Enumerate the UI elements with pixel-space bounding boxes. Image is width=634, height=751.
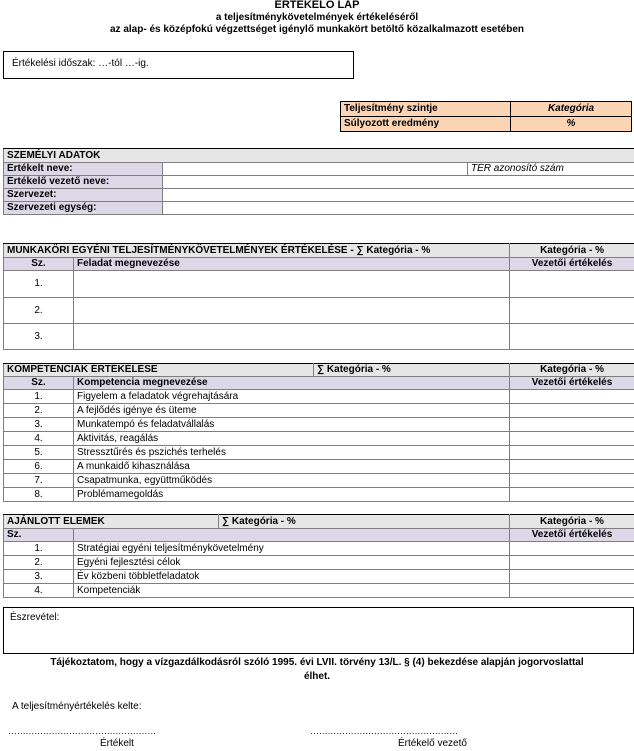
recommended-name: Év közbeni többletfeladatok bbox=[74, 570, 510, 584]
competency-row bbox=[4, 460, 634, 474]
remarks-label: Észrevétel: bbox=[10, 612, 60, 623]
col-competency-name-header: Kompetencia megnevezése bbox=[74, 377, 510, 390]
competency-eval-input[interactable] bbox=[510, 460, 634, 474]
competency-row bbox=[4, 404, 634, 418]
org-unit-input[interactable] bbox=[163, 202, 634, 215]
recommended-category-heading: Kategória - % bbox=[510, 515, 634, 529]
task-requirements-heading: MUNKAKÖRI EGYÉNI TELJESÍTMÉNYKÖVETELMÉNYEK ÉRTÉKELÉSE - ∑ Kategória - % bbox=[4, 244, 510, 258]
recommended-eval-input[interactable] bbox=[510, 542, 634, 556]
competency-name: Stressztűrés és pszichés terhelés bbox=[74, 446, 510, 460]
personal-data-heading: SZEMÉLYI ADATOK bbox=[4, 149, 634, 163]
task-requirements-table bbox=[3, 243, 634, 350]
competencies-table bbox=[3, 363, 634, 502]
competency-number: 5. bbox=[4, 446, 74, 460]
organization-label: Szervezet: bbox=[4, 189, 163, 202]
col-element-name-header bbox=[74, 529, 510, 542]
recommended-sum-heading: ∑ Kategória - % bbox=[219, 515, 510, 529]
recommended-row bbox=[4, 570, 634, 584]
competency-name: Figyelem a feladatok végrehajtására bbox=[74, 390, 510, 404]
weighted-result-label: Súlyozott eredmény bbox=[341, 117, 511, 132]
recommended-number: 2. bbox=[4, 556, 74, 570]
remarks-field[interactable] bbox=[3, 607, 634, 654]
organization-input[interactable] bbox=[163, 189, 634, 202]
performance-level-label: Teljesítmény szintje bbox=[341, 102, 511, 117]
evaluator-name-label: Értékelő vezető neve: bbox=[4, 176, 163, 189]
col-manager-eval-header: Vezetői értékelés bbox=[510, 258, 634, 271]
competency-name: Munkatempó és feladatvállalás bbox=[74, 418, 510, 432]
competency-number: 3. bbox=[4, 418, 74, 432]
task-number: 2. bbox=[4, 298, 74, 324]
evaluation-period-label: Értékelési időszak: …-tól …-ig. bbox=[12, 58, 149, 69]
evaluation-date-label: A teljesítményértékelés kelte: bbox=[12, 701, 142, 712]
signature-line-evaluated[interactable]: …………………………………………… bbox=[8, 726, 156, 736]
competency-eval-input[interactable] bbox=[510, 432, 634, 446]
recommended-eval-input[interactable] bbox=[510, 556, 634, 570]
competency-eval-input[interactable] bbox=[510, 418, 634, 432]
evaluation-period-field[interactable] bbox=[3, 51, 354, 79]
signature-label-evaluated: Értékelt bbox=[100, 738, 134, 749]
legal-notice: Tájékoztatom, hogy a vízgazdálkodásról szóló 1995. évi LVII. törvény 13/L. § (4) bekezdése alapján jogorvoslattal bbox=[50, 657, 584, 668]
competencies-category-heading: Kategória - % bbox=[510, 364, 634, 377]
competency-eval-input[interactable] bbox=[510, 474, 634, 488]
performance-level-value[interactable]: Kategória bbox=[511, 102, 632, 117]
competency-number: 6. bbox=[4, 460, 74, 474]
recommended-name: Kompetenciák bbox=[74, 584, 510, 598]
competency-name: A munkaidő kihasználása bbox=[74, 460, 510, 474]
task-number: 1. bbox=[4, 271, 74, 298]
result-summary-table bbox=[340, 101, 632, 132]
task-name-input[interactable] bbox=[74, 271, 510, 298]
task-name-input[interactable] bbox=[74, 324, 510, 350]
page-subtitle-scope: az alap- és középfokú végzettséget igénylő munkakört betöltő közalkalmazott esetében bbox=[110, 24, 524, 35]
col-task-name-header: Feladat megnevezése bbox=[74, 258, 510, 271]
competency-number: 1. bbox=[4, 390, 74, 404]
task-name-input[interactable] bbox=[74, 298, 510, 324]
task-row bbox=[4, 324, 634, 350]
competency-row bbox=[4, 488, 634, 502]
recommended-number: 3. bbox=[4, 570, 74, 584]
col-manager-eval-header: Vezetői értékelés bbox=[510, 377, 634, 390]
col-number-header: Sz. bbox=[4, 258, 74, 271]
competency-name: A fejlődés igénye és üteme bbox=[74, 404, 510, 418]
competency-number: 8. bbox=[4, 488, 74, 502]
recommended-name: Stratégiai egyéni teljesítménykövetelmény bbox=[74, 542, 510, 556]
evaluator-name-input[interactable] bbox=[163, 176, 634, 189]
recommended-eval-input[interactable] bbox=[510, 570, 634, 584]
task-eval-input[interactable] bbox=[510, 298, 634, 324]
recommended-row bbox=[4, 584, 634, 598]
task-row bbox=[4, 298, 634, 324]
competency-number: 2. bbox=[4, 404, 74, 418]
competency-name: Problémamegoldás bbox=[74, 488, 510, 502]
competency-name: Csapatmunka, együttműködés bbox=[74, 474, 510, 488]
competency-eval-input[interactable] bbox=[510, 488, 634, 502]
recommended-row bbox=[4, 542, 634, 556]
competency-row bbox=[4, 474, 634, 488]
recommended-number: 4. bbox=[4, 584, 74, 598]
competency-row bbox=[4, 446, 634, 460]
task-number: 3. bbox=[4, 324, 74, 350]
recommended-row bbox=[4, 556, 634, 570]
task-eval-input[interactable] bbox=[510, 271, 634, 298]
recommended-name: Egyéni fejlesztési célok bbox=[74, 556, 510, 570]
competencies-heading: KOMPETENCIÁK ÉRTÉKELÉSE bbox=[4, 364, 314, 377]
competency-row bbox=[4, 418, 634, 432]
competency-row bbox=[4, 390, 634, 404]
col-number-header: Sz. bbox=[4, 529, 74, 542]
personal-data-table bbox=[3, 148, 634, 215]
signature-label-evaluator: Értékelő vezető bbox=[398, 738, 467, 749]
legal-notice-cont: élhet. bbox=[303, 671, 331, 682]
competency-row bbox=[4, 432, 634, 446]
col-manager-eval-header: Vezetői értékelés bbox=[510, 529, 634, 542]
evaluated-name-label: Értékelt neve: bbox=[4, 163, 163, 176]
col-number-header: Sz. bbox=[4, 377, 74, 390]
competency-eval-input[interactable] bbox=[510, 390, 634, 404]
competency-name: Aktivitás, reagálás bbox=[74, 432, 510, 446]
evaluated-name-input[interactable] bbox=[163, 163, 468, 176]
recommended-elements-table bbox=[3, 514, 634, 598]
task-eval-input[interactable] bbox=[510, 324, 634, 350]
competency-eval-input[interactable] bbox=[510, 446, 634, 460]
competencies-sum-heading: ∑ Kategória - % bbox=[314, 364, 510, 377]
signature-line-evaluator[interactable]: …………………………………………… bbox=[310, 726, 458, 736]
recommended-eval-input[interactable] bbox=[510, 584, 634, 598]
recommended-number: 1. bbox=[4, 542, 74, 556]
task-row bbox=[4, 271, 634, 298]
weighted-result-value[interactable]: % bbox=[511, 117, 632, 132]
task-category-heading: Kategória - % bbox=[510, 244, 634, 258]
org-unit-label: Szervezeti egység: bbox=[4, 202, 163, 215]
page-subtitle: a teljesítménykövetelmények értékeléséről bbox=[215, 12, 419, 23]
competency-number: 4. bbox=[4, 432, 74, 446]
ter-id-field[interactable]: TÉR azonosító szám bbox=[468, 163, 634, 176]
recommended-heading: AJÁNLOTT ELEMEK bbox=[4, 515, 219, 529]
competency-eval-input[interactable] bbox=[510, 404, 634, 418]
competency-number: 7. bbox=[4, 474, 74, 488]
page-title: ÉRTÉKELŐ LAP bbox=[274, 0, 360, 11]
